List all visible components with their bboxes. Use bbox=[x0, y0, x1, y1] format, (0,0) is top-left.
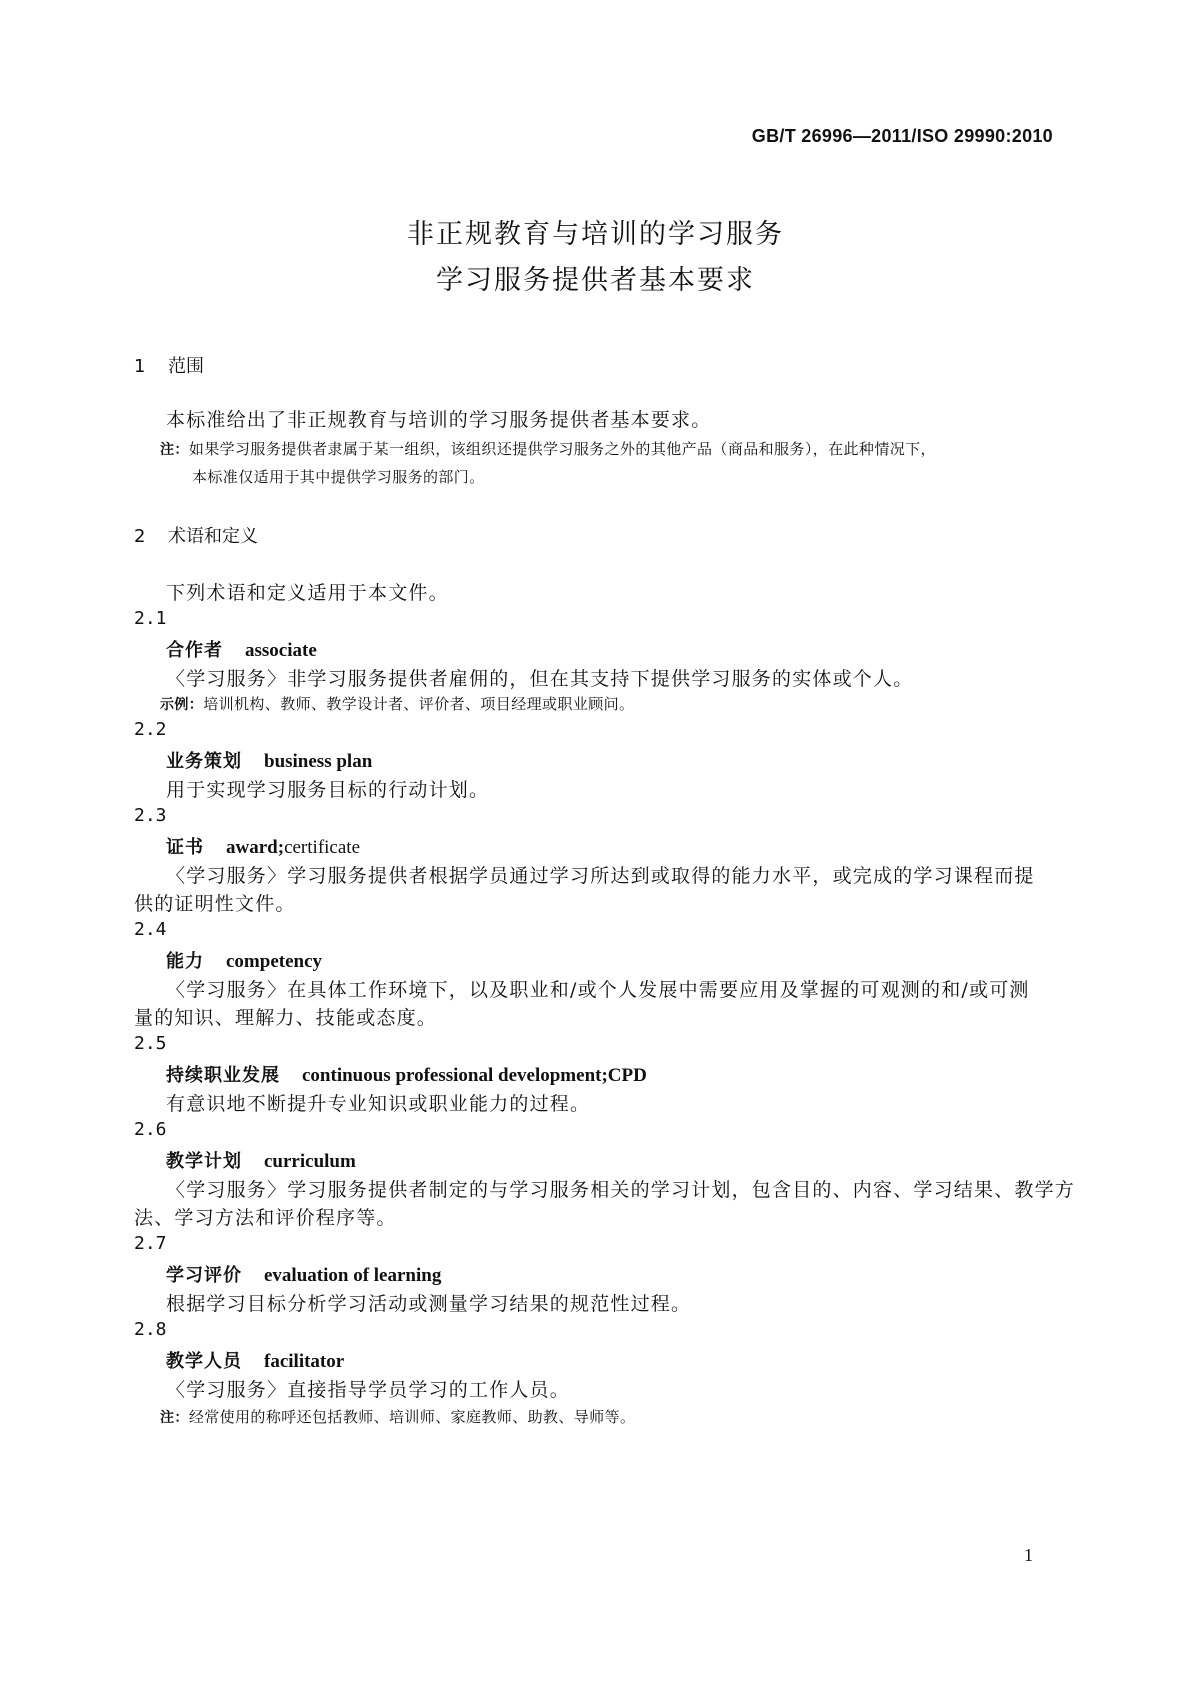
note-label: 注： bbox=[160, 1410, 189, 1426]
term-cn: 教学人员 bbox=[166, 1351, 242, 1372]
term-heading bbox=[166, 747, 372, 773]
term-number: 2.8 bbox=[134, 1319, 167, 1340]
example-label: 示例： bbox=[160, 697, 204, 713]
term-definition: 〈学习服务〉学习服务提供者制定的与学习服务相关的学习计划，包含目的、内容、学习结果、教学方 bbox=[166, 1179, 1076, 1201]
term-en-primary: award; bbox=[226, 837, 285, 858]
term-number: 2.7 bbox=[134, 1233, 167, 1254]
example-text: 培训机构、教师、教学设计者、评价者、项目经理或职业顾问。 bbox=[203, 695, 635, 713]
term-en: competency bbox=[226, 951, 323, 972]
term-en: continuous professional development;CPD bbox=[302, 1065, 647, 1086]
term-definition: 〈学习服务〉在具体工作环境下，以及职业和/或个人发展中需要应用及掌握的可观测的和/或可测 bbox=[166, 979, 1030, 1001]
term-heading bbox=[166, 833, 360, 859]
terms-intro: 下列术语和定义适用于本文件。 bbox=[166, 582, 449, 604]
standard-code: GB/T 26996—2011/ISO 29990:2010 bbox=[751, 126, 1053, 146]
term-definition-cont: 量的知识、理解力、技能或态度。 bbox=[134, 1007, 438, 1029]
term-example bbox=[160, 693, 634, 714]
scope-note-cont: 本标准仅适用于其中提供学习服务的部门。 bbox=[192, 468, 485, 486]
term-en: associate bbox=[245, 640, 317, 661]
page-number: 1 bbox=[1024, 1545, 1033, 1565]
note-label: 注： bbox=[160, 442, 189, 458]
term-heading bbox=[166, 947, 322, 973]
term-heading bbox=[166, 1261, 441, 1287]
term-number: 2.4 bbox=[134, 919, 167, 940]
term-cn: 持续职业发展 bbox=[166, 1065, 280, 1086]
term-number: 2.1 bbox=[134, 608, 167, 629]
term-number: 2.3 bbox=[134, 805, 167, 826]
term-cn: 业务策划 bbox=[166, 751, 242, 772]
note-text: 如果学习服务提供者隶属于某一组织，该组织还提供学习服务之外的其他产品（商品和服务），在此种情况下， bbox=[188, 440, 936, 458]
section-1-heading bbox=[134, 352, 204, 378]
section-title: 范围 bbox=[168, 356, 204, 377]
term-definition-cont: 供的证明性文件。 bbox=[134, 893, 296, 915]
term-number: 2.2 bbox=[134, 719, 167, 740]
term-heading bbox=[166, 1147, 356, 1173]
scope-note bbox=[160, 438, 936, 459]
term-note bbox=[160, 1406, 635, 1427]
term-en: evaluation of learning bbox=[264, 1265, 442, 1286]
term-cn: 学习评价 bbox=[166, 1265, 242, 1286]
term-heading bbox=[166, 1061, 647, 1087]
term-cn: 证书 bbox=[166, 837, 204, 858]
scope-body: 本标准给出了非正规教育与培训的学习服务提供者基本要求。 bbox=[166, 409, 712, 431]
term-definition: 〈学习服务〉直接指导学员学习的工作人员。 bbox=[166, 1379, 571, 1401]
term-cn: 能力 bbox=[166, 951, 204, 972]
term-number: 2.6 bbox=[134, 1119, 167, 1140]
term-definition-cont: 法、学习方法和评价程序等。 bbox=[134, 1207, 397, 1229]
document-title-line1: 非正规教育与培训的学习服务 bbox=[407, 219, 784, 250]
term-cn: 合作者 bbox=[166, 640, 223, 661]
section-number: 1 bbox=[134, 356, 146, 377]
term-definition: 〈学习服务〉学习服务提供者根据学员通过学习所达到或取得的能力水平，或完成的学习课程而提 bbox=[166, 865, 1035, 887]
document-title-line2: 学习服务提供者基本要求 bbox=[436, 265, 755, 296]
term-heading bbox=[166, 1347, 344, 1373]
term-en: curriculum bbox=[264, 1151, 356, 1172]
section-title: 术语和定义 bbox=[168, 526, 258, 547]
term-en-alternate: certificate bbox=[284, 837, 360, 858]
section-2-heading bbox=[134, 522, 258, 548]
term-en: facilitator bbox=[264, 1351, 345, 1372]
term-definition: 用于实现学习服务目标的行动计划。 bbox=[166, 779, 490, 801]
term-en: business plan bbox=[264, 751, 373, 772]
term-definition: 根据学习目标分析学习活动或测量学习结果的规范性过程。 bbox=[166, 1293, 692, 1315]
section-number: 2 bbox=[134, 526, 146, 547]
term-definition: 有意识地不断提升专业知识或职业能力的过程。 bbox=[166, 1093, 591, 1115]
term-number: 2.5 bbox=[134, 1033, 167, 1054]
note-text: 经常使用的称呼还包括教师、培训师、家庭教师、助教、导师等。 bbox=[188, 1408, 636, 1426]
term-en bbox=[226, 837, 360, 858]
term-cn: 教学计划 bbox=[166, 1151, 242, 1172]
term-definition: 〈学习服务〉非学习服务提供者雇佣的，但在其支持下提供学习服务的实体或个人。 bbox=[166, 668, 914, 690]
term-heading bbox=[166, 636, 317, 662]
